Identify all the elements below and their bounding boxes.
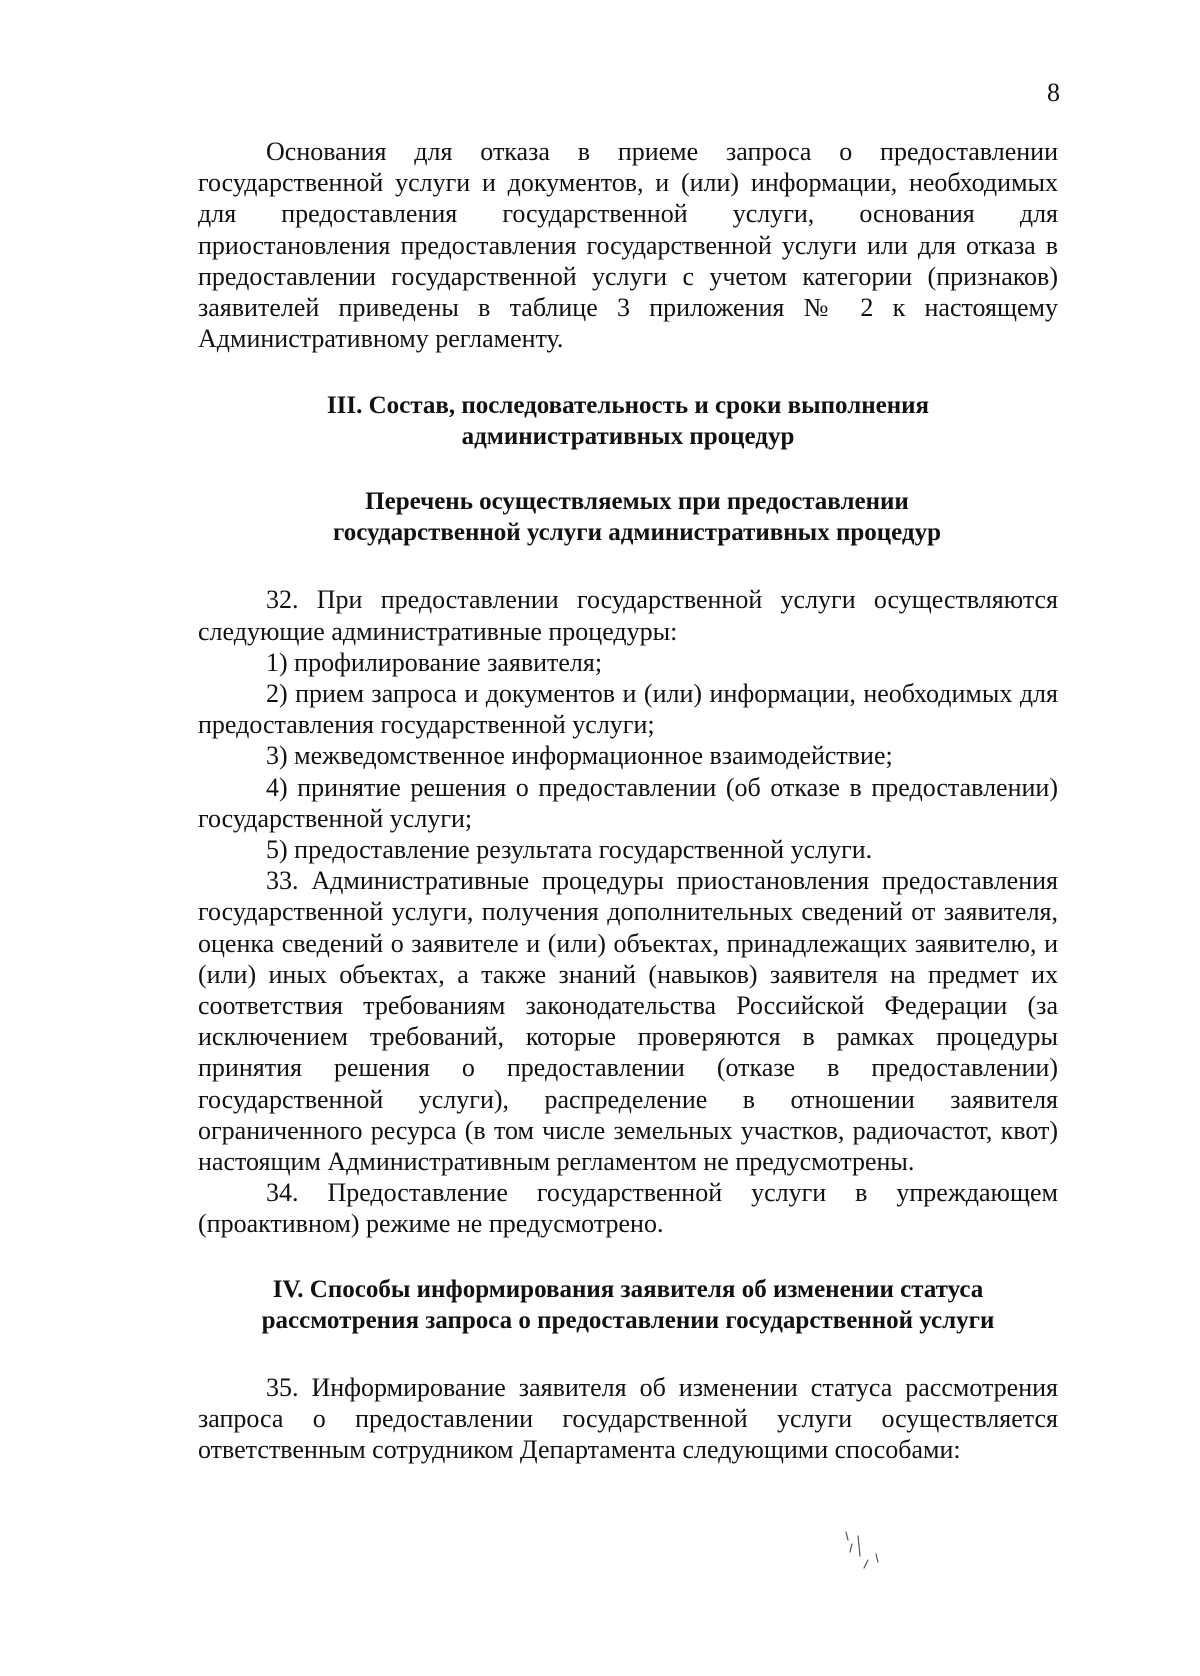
document-body: [198, 136, 1058, 1465]
list-item-4: 4) принятие решения о предоставлении (об отказе в предоставлении) государственной услуги;: [198, 772, 1058, 833]
section-4-heading: [198, 1274, 1058, 1336]
section-4-heading-line-1: IV. Способы информирования заявителя об изменении статуса: [272, 1275, 984, 1303]
list-item-2: 2) прием запроса и документов и (или) информации, необходимых для предоставления государственной услуги;: [198, 679, 1058, 740]
section-3-heading: [198, 390, 1058, 452]
paragraph-33: 33. Административные процедуры приостановления предоставления государственной услуги, получения дополнительных сведений от заявителя, оценка сведений о заявителе и (или) объектах, принадлежащих заявителю, и (или) иных объектах, а также знаний (навыков) заявителя на предмет их соответствия требованиям законодательства Российской Федерации (за исключением требований, которые проверяются в рамках процедуры принятия решения о предоставлении (отказе в предоставлении) государственной услуги), распределение в отношении заявителя ограниченного ресурса (в том числе земельных участков, радиочастот, квот) настоящим Административным регламентом не предусмотрены.: [198, 866, 1058, 1177]
paragraph-34: 34. Предоставление государственной услуги в упреждающем (проактивном) режиме не предусмотрено.: [198, 1178, 1058, 1239]
paragraph-32: 32. При предоставлении государственной услуги осуществляются следующие административные процедуры:: [198, 585, 1058, 646]
page-number: 8: [1047, 78, 1060, 107]
list-item-3: 3) межведомственное информационное взаимодействие;: [266, 741, 893, 771]
section-3-heading-line-1: III. Состав, последовательность и сроки выполнения: [326, 392, 930, 420]
grounds-paragraph: Основания для отказа в приеме запроса о предоставлении государственной услуги и документов, и (или) информации, необходимых для предоставления государственной услуги, основания для приостановления предоставления государственной услуги или для отказа в предоставлении государственной услуги с учетом категории (признаков) заявителей приведены в таблице 3 приложения № 2 к настоящему Административному регламенту.: [198, 137, 1058, 354]
section-4-heading-line-2: рассмотрения запроса о предоставлении государственной услуги: [261, 1306, 995, 1334]
list-item-1: 1) профилирование заявителя;: [266, 647, 603, 677]
section-3-subheading-line-2: государственной услуги административных процедур: [333, 519, 941, 547]
section-3-subheading: [198, 486, 1058, 548]
section-3-subheading-line-1: Перечень осуществляемых при предоставлении: [365, 488, 909, 516]
list-item-5: 5) предоставление результата государственной услуги.: [266, 835, 873, 865]
paragraph-35: 35. Информирование заявителя об изменении статуса рассмотрения запроса о предоставлении государственной услуги осуществляется ответственным сотрудником Департамента следующими способами:: [198, 1372, 1058, 1465]
scan-artifact-mark: [838, 1526, 898, 1576]
section-3-heading-line-2: административных процедур: [461, 423, 795, 451]
